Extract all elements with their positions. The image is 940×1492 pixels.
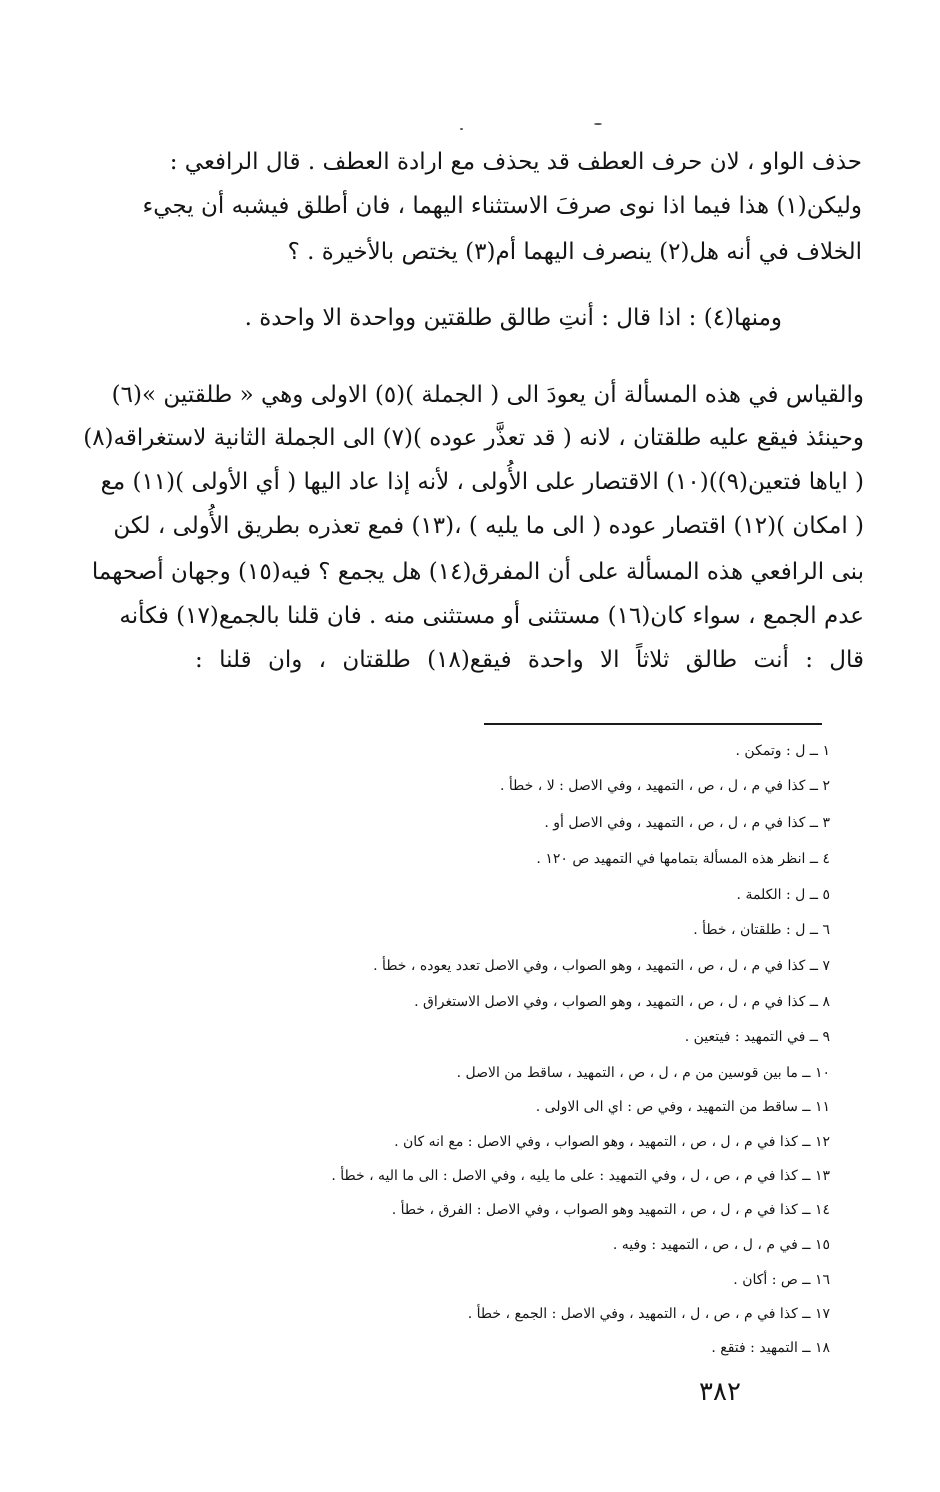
body-line: الخلاف في أنه هل(٢) ينصرف اليهما أم(٣) يختص بالأخيرة . ؟: [287, 239, 862, 265]
footnote: ١٠ ــ ما بين قوسين من م ، ل ، ص ، التمهيد ، ساقط من الاصل .: [456, 1065, 830, 1081]
footnote: ١٢ ــ كذا في م ، ل ، ص ، التمهيد ، وهو الصواب ، وفي الاصل : مع انه كان .: [394, 1134, 830, 1150]
body-line: والقياس في هذه المسألة أن يعودَ الى ( الجملة )(٥) الاولى وهي « طلقتين »(٦): [111, 382, 864, 408]
footnote: ١١ ــ ساقط من التمهيد ، وفي ص : اي الى الاولى .: [535, 1099, 830, 1115]
footnote: ١٦ ــ ص : أكان .: [733, 1272, 830, 1288]
footnote: ٩ ــ في التمهيد : فيتعين .: [684, 1029, 830, 1045]
footnote: ١ ــ ل : وتمكن .: [735, 743, 830, 759]
footnote: ١٨ ــ التمهيد : فتقع .: [711, 1340, 830, 1356]
body-line: ( اياها فتعين(٩))(١٠) الاقتصار على الأُولى ، لأنه إذا عاد اليها ( أي الأولى )(١١) مع: [100, 469, 864, 495]
footnote: ١٧ ــ كذا في م ، ص ، ل ، التمهيد ، وفي الاصل : الجمع ، خطأ .: [467, 1306, 830, 1322]
footnote: ١٤ ــ كذا في م ، ل ، ص ، التمهيد وهو الصواب ، وفي الاصل : الفرق ، خطأ .: [391, 1202, 830, 1218]
body-line: عدم الجمع ، سواء كان(١٦) مستثنى أو مستثنى منه . فان قلنا بالجمع(١٧) فكأنه: [119, 603, 864, 629]
scan-speck: [594, 123, 602, 125]
footnote: ٢ ــ كذا في م ، ل ، ص ، التمهيد ، وفي الاصل : لا ، خطأ .: [499, 778, 830, 794]
body-line: وحينئذ فيقع عليه طلقتان ، لانه ( قد تعذَّر عوده )(٧) الى الجملة الثانية لاستغراقه(٨): [83, 425, 864, 451]
footnote: ٦ ــ ل : طلقتان ، خطأ .: [693, 922, 830, 938]
page-number: ٣٨٢: [699, 1377, 741, 1407]
footnote-separator: [484, 723, 822, 725]
body-line: حذف الواو ، لان حرف العطف قد يحذف مع ارادة العطف . قال الرافعي :: [169, 149, 862, 175]
footnote: ٨ ــ كذا في م ، ل ، ص ، التمهيد ، وهو الصواب ، وفي الاصل الاستغراق .: [414, 994, 830, 1010]
footnote: ٧ ــ كذا في م ، ل ، ص ، التمهيد ، وهو الصواب ، وفي الاصل تعدد يعوده ، خطأ .: [373, 958, 830, 974]
body-line: وليكن(١) هذا فيما اذا نوى صرفَ الاستثناء اليهما ، فان أطلق فيشبه أن يجيء: [142, 193, 862, 219]
footnote: ١٣ ــ كذا في م ، ص ، ل ، وفي التمهيد : على ما يليه ، وفي الاصل : الى ما اليه ، خطأ .: [331, 1168, 830, 1184]
footnote: ٥ ــ ل : الكلمة .: [736, 887, 830, 903]
body-line: قال : أنت طالق ثلاثاً الا واحدة فيقع(١٨) طلقتان ، وان قلنا :: [195, 647, 864, 673]
footnote: ١٥ ــ في م ، ل ، ص ، التمهيد : وفيه .: [612, 1237, 830, 1253]
body-line: ومنها(٤) : اذا قال : أنتِ طالق طلقتين وواحدة الا واحدة .: [244, 305, 782, 331]
scan-speck: [460, 128, 463, 130]
footnote: ٣ ــ كذا في م ، ل ، ص ، التمهيد ، وفي الاصل أو .: [544, 815, 830, 831]
body-line: بنى الرافعي هذه المسألة على أن المفرق(١٤) هل يجمع ؟ فيه(١٥) وجهان أصحهما: [91, 559, 864, 585]
body-line: ( امكان )(١٢) اقتصار عوده ( الى ما يليه ) ،(١٣) فمع تعذره بطريق الأُولى ، لكن: [113, 513, 864, 539]
footnote: ٤ ــ انظر هذه المسألة بتمامها في التمهيد ص ١٢٠ .: [536, 851, 830, 867]
